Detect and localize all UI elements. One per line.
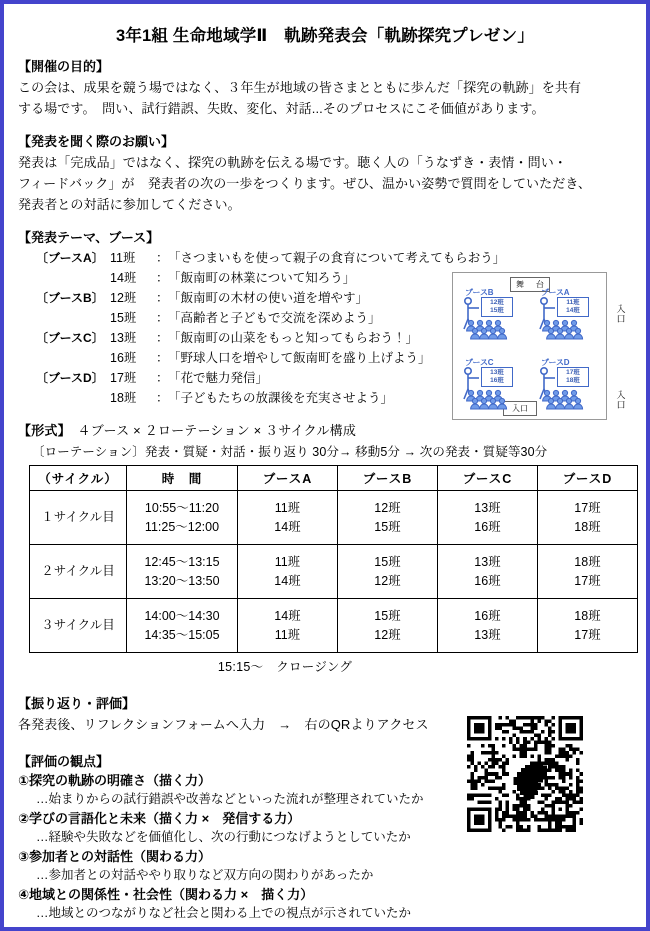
diagram-booth-a: [535, 287, 601, 343]
cell-booth-a: [238, 599, 338, 653]
cell-time-line-2: 11:25～12:00: [144, 519, 220, 534]
cell-booth-a-line-1: 14班: [274, 608, 301, 623]
theme-title: 「飯南町の山菜をもっと知ってもらおう！」: [168, 331, 419, 345]
cell-time-line-2: 14:35～15:05: [144, 627, 220, 642]
table-row: [30, 599, 638, 653]
evaluation-item-title: ①探究の軌跡の明確さ（描く力）: [18, 773, 212, 788]
theme-booth-label: 〔ブースD〕: [36, 371, 104, 385]
schedule-table: [29, 465, 638, 653]
diagram-booth-a-label: ブースA: [541, 288, 570, 297]
cell-booth-d: [538, 599, 638, 653]
column-header-booth-b: ブースB: [338, 466, 438, 491]
purpose-section: [18, 56, 632, 119]
theme-colon: ：: [156, 351, 169, 365]
evaluation-item-title: ③参加者との対話性（関わる力）: [18, 849, 212, 864]
cell-booth-b-line-1: 15班: [374, 608, 401, 623]
theme-title: 「子どもたちの放課後を充実させよう」: [168, 391, 394, 405]
request-heading: 【発表を聞く際のお願い】: [18, 134, 175, 149]
table-row: [30, 545, 638, 599]
cell-booth-a: [238, 491, 338, 545]
cell-time-line-2: 13:20～13:50: [144, 573, 220, 588]
diagram-booth-d-board: [557, 367, 589, 387]
diagram-booth-c-label: ブースC: [465, 358, 494, 367]
cell-booth-c: [438, 545, 538, 599]
cell-booth-d-line-1: 18班: [574, 608, 601, 623]
diagram-booth-b-group-2: 15班: [490, 307, 504, 314]
cell-booth-c-line-1: 13班: [474, 500, 501, 515]
evaluation-item-title: ②学びの言語化と未来（描く力 × 発信する力）: [18, 811, 301, 826]
diagram-booth-b-group-1: 12班: [490, 299, 504, 306]
diagram-booth-a-board: [557, 297, 589, 317]
theme-title: 「花で魅力発信」: [168, 371, 269, 385]
format-heading-label: 【形式】: [18, 423, 65, 438]
evaluation-heading: 【評価の観点】: [18, 754, 110, 769]
cell-booth-c-line-2: 16班: [474, 573, 501, 588]
reflection-form-qr-code[interactable]: [467, 716, 583, 832]
evaluation-item-desc: …参加者との対話ややり取りなど双方向の関わりがあったか: [36, 868, 374, 882]
cell-booth-c: [438, 599, 538, 653]
diagram-booth-b-board: [481, 297, 513, 317]
cell-time-line-1: 10:55～11:20: [144, 500, 220, 515]
column-header-cycle: （サイクル）: [30, 466, 127, 491]
reflection-line-1: 各発表後、リフレクションフォームへ入力 → 右のQRよりアクセス: [18, 717, 429, 732]
reflection-heading: 【振り返り・評価】: [18, 696, 136, 711]
theme-group-label: 14班: [110, 271, 137, 285]
theme-group-label: 17班: [110, 371, 137, 385]
theme-group-label: 11班: [110, 251, 136, 265]
cell-booth-c-line-1: 16班: [474, 608, 501, 623]
table-header-row: [30, 466, 638, 491]
theme-group-label: 18班: [110, 391, 137, 405]
cell-booth-c-line-2: 16班: [474, 519, 501, 534]
cell-booth-a: [238, 545, 338, 599]
request-line-1: 発表は「完成品」ではなく、探究の軌跡を伝える場です。聴く人の「うなずき・表情・問い・: [18, 155, 567, 170]
cell-time: [127, 599, 238, 653]
column-header-booth-d: ブースD: [538, 466, 638, 491]
diagram-booth-d-label: ブースD: [541, 358, 570, 367]
stage-label: 舞 台: [510, 277, 550, 292]
cell-booth-b: [338, 599, 438, 653]
theme-title: 「高齢者と子どもで交流を深めよう」: [168, 311, 381, 325]
cell-booth-d-line-1: 18班: [574, 554, 601, 569]
entrance-right-label-2: 入口: [616, 390, 626, 410]
theme-title: 「飯南町の木材の使い道を増やす」: [168, 291, 369, 305]
evaluation-item-desc: …始まりからの試行錯誤や改善などといった流れが整理されていたか: [36, 792, 424, 806]
room-layout-diagram: [452, 272, 607, 420]
format-heading: [18, 420, 632, 439]
theme-booth-label: [18, 308, 110, 328]
request-line-3: 発表者との対話に参加してください。: [18, 197, 241, 212]
theme-colon: ：: [156, 391, 169, 405]
theme-colon: ：: [156, 311, 169, 325]
diagram-booth-c-group-2: 16班: [490, 377, 504, 384]
cell-booth-d-line-1: 17班: [574, 500, 601, 515]
cell-booth-a-line-2: 14班: [274, 519, 301, 534]
theme-booth-label: [18, 348, 110, 368]
request-section: [18, 131, 632, 215]
cell-booth-c: [438, 491, 538, 545]
cell-booth-c-line-1: 13班: [474, 554, 501, 569]
diagram-booth-c-group-1: 13班: [490, 369, 504, 376]
cell-booth-b-line-1: 15班: [374, 554, 401, 569]
format-rotation-note: 〔ローテーション〕発表・質疑・対話・振り返り 30分→ 移動5分 → 次の発表・質疑等30分: [32, 445, 548, 459]
evaluation-item-title: ④地域との関係性・社会性（関わる力 × 描く力）: [18, 887, 314, 902]
cell-time-line-1: 14:00～14:30: [144, 608, 220, 623]
closing-time-note: 15:15～ クロージング: [217, 660, 353, 674]
theme-colon: ：: [156, 331, 169, 345]
request-line-2: フィードバック」が 発表者の次の一歩をつくります。ぜひ、温かい姿勢で質問をしていただき、: [18, 176, 592, 191]
theme-booth-label: [18, 268, 110, 288]
cell-time: [127, 545, 238, 599]
cell-booth-b-line-2: 12班: [374, 627, 401, 642]
theme-group-label: 16班: [110, 351, 137, 365]
diagram-booth-a-group-1: 11班: [566, 299, 580, 306]
diagram-booth-b-label: ブースB: [465, 288, 494, 297]
theme-booth-label: [18, 388, 110, 408]
cell-booth-b: [338, 491, 438, 545]
cell-time: [127, 491, 238, 545]
theme-title: 「野球人口を増やして飯南町を盛り上げよう」: [168, 351, 431, 365]
themes-heading: 【発表テーマ、ブース】: [18, 230, 160, 245]
cell-booth-d-line-2: 18班: [574, 519, 601, 534]
format-detail: ４ブース × ２ローテーション × ３サイクル構成: [64, 423, 357, 438]
cell-cycle: １サイクル目: [30, 491, 127, 545]
column-header-booth-c: ブースC: [438, 466, 538, 491]
theme-colon: ：: [156, 291, 169, 305]
cell-booth-a-line-2: 11班: [274, 627, 301, 642]
page-title: 3年1組 生命地域学Ⅱ 軌跡発表会「軌跡探究プレゼン」: [115, 27, 535, 45]
theme-group-label: 15班: [110, 311, 137, 325]
cell-booth-a-line-2: 14班: [274, 573, 301, 588]
cell-booth-b: [338, 545, 438, 599]
cell-booth-d-line-2: 17班: [574, 573, 601, 588]
theme-booth-label: 〔ブースB〕: [36, 291, 104, 305]
diagram-booth-d-group-1: 17班: [566, 369, 580, 376]
cell-time-line-1: 12:45～13:15: [144, 554, 220, 569]
cell-booth-a-line-1: 11班: [274, 500, 301, 515]
table-row: [30, 491, 638, 545]
qr-code-image[interactable]: [467, 716, 583, 832]
theme-colon: ：: [156, 371, 169, 385]
diagram-booth-d-group-2: 18班: [566, 377, 580, 384]
diagram-booth-c-board: [481, 367, 513, 387]
cell-booth-d: [538, 545, 638, 599]
purpose-heading: 【開催の目的】: [18, 59, 110, 74]
purpose-line-1: この会は、成果を競う場ではなく、３年生が地域の皆さまとともに歩んだ「探究の軌跡」を共有: [18, 80, 582, 95]
cell-cycle: ２サイクル目: [30, 545, 127, 599]
diagram-booth-c: [459, 357, 525, 413]
evaluation-item-desc: …地域とのつながりなど社会と関わる上での視点が示されていたか: [36, 906, 412, 920]
evaluation-item-desc: …経験や失敗などを価値化し、次の行動につなげようとしていたか: [36, 830, 411, 844]
cell-booth-c-line-2: 13班: [474, 627, 501, 642]
entrance-right-label-1: 入口: [616, 304, 626, 324]
cell-cycle: ３サイクル目: [30, 599, 127, 653]
purpose-line-2: する場です。 問い、試行錯誤、失敗、変化、対話...そのプロセスにこそ価値があります。: [18, 101, 545, 116]
theme-title: 「さつまいもを使って親子の食育について考えてもらおう」: [168, 251, 506, 265]
cell-booth-d: [538, 491, 638, 545]
theme-colon: ：: [156, 251, 169, 265]
cell-booth-b-line-1: 12班: [374, 500, 401, 515]
theme-title: 「飯南町の林業について知ろう」: [168, 271, 356, 285]
theme-colon: ：: [156, 271, 169, 285]
theme-booth-label: 〔ブースA〕: [36, 251, 104, 265]
theme-row: [18, 248, 632, 268]
column-header-time: 時 間: [127, 466, 238, 491]
diagram-booth-a-group-2: 14班: [566, 307, 580, 314]
theme-group-label: 13班: [110, 331, 137, 345]
entrance-bottom-label: 入口: [503, 401, 537, 416]
format-section: [18, 420, 632, 460]
diagram-booth-d: [535, 357, 601, 413]
cell-booth-a-line-1: 11班: [274, 554, 301, 569]
column-header-booth-a: ブースA: [238, 466, 338, 491]
diagram-booth-b: [459, 287, 525, 343]
theme-group-label: 12班: [110, 291, 137, 305]
cell-booth-d-line-2: 17班: [574, 627, 601, 642]
cell-booth-b-line-2: 15班: [374, 519, 401, 534]
theme-booth-label: 〔ブースC〕: [36, 331, 104, 345]
cell-booth-b-line-2: 12班: [374, 573, 401, 588]
